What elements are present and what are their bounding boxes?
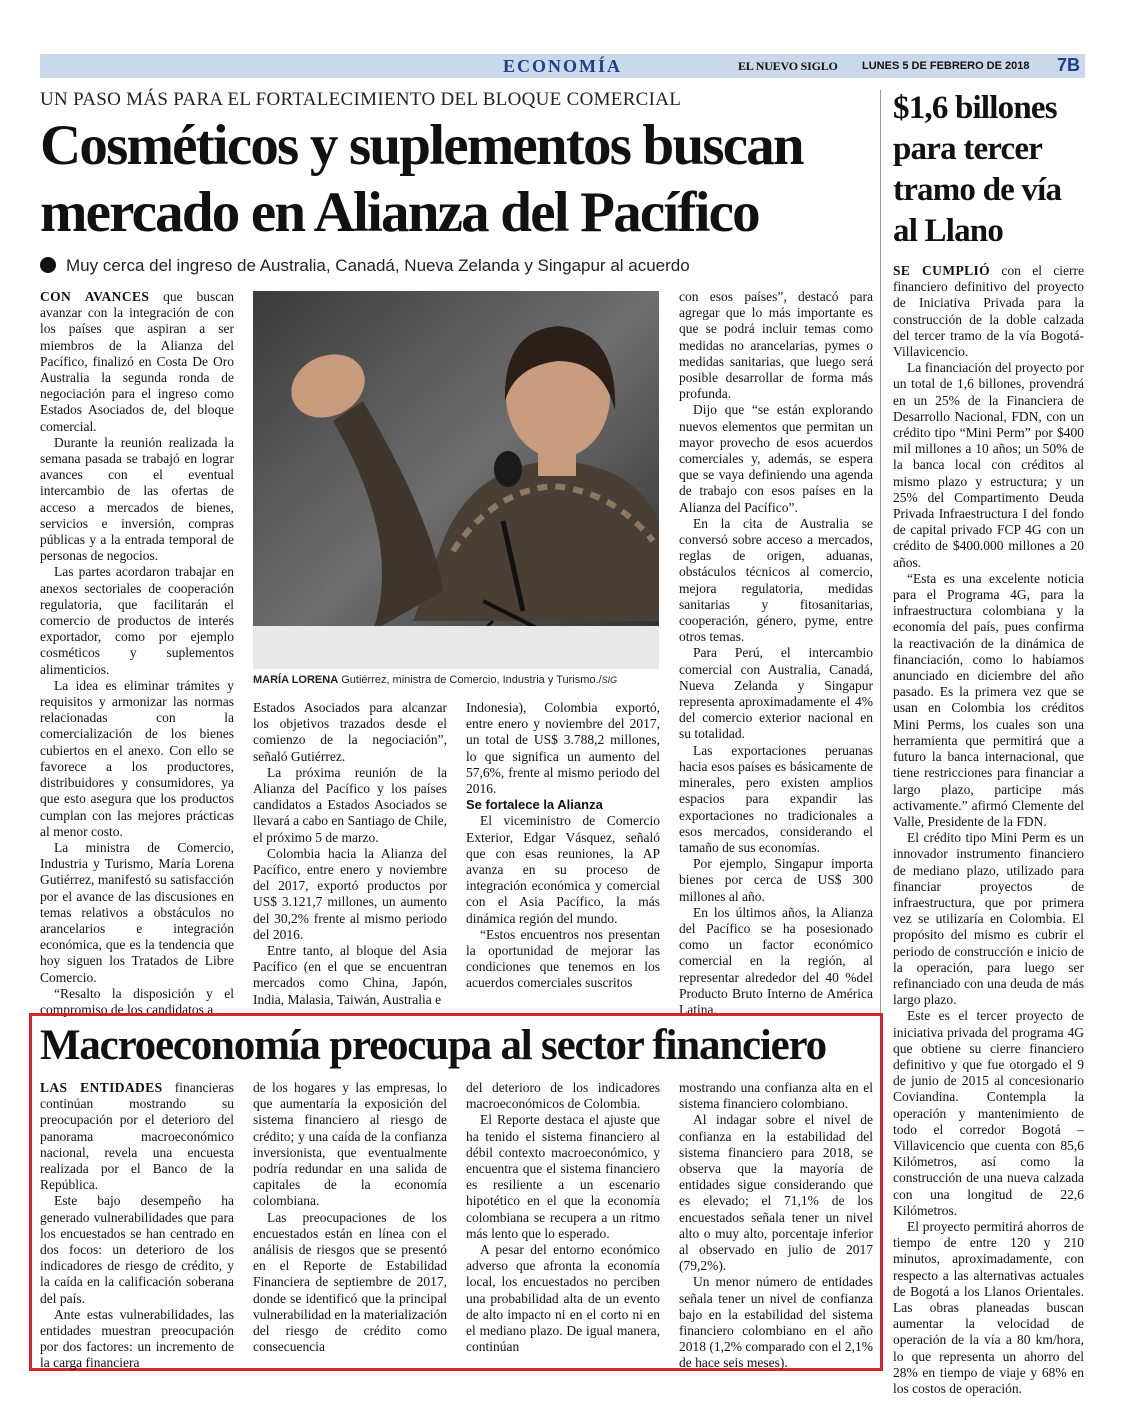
box-column-4 [679,1080,873,1372]
photo-credit: SIG [601,675,618,685]
paragraph: Las exportaciones peruanas hacia esos países es básicamente de minerales, pero existen amplios espacios para expandir las exportaciones no tradicionales a esos mercados, considerando el tamaño de sus economías. [679,742,873,855]
article-deck [40,256,690,276]
paragraph: “Esta es una excelente noticia para el Programa 4G, para la infraestructura colombiana y la economía del país, pues confirma la reactivación de la dinámica de financiación, como lo habíamos anunciado en diciembre del año pasado. Es la primera vez que se usan en Colombia los créditos Mini Perms, los cuales son una herramienta que permitirá que a futuro la banca internacional, que tiene restricciones para financiar a largo plazo, participe más activamente.” afirmó Clemente del Valle, Presidente de la FDN. [893,570,1084,829]
paragraph: La ministra de Comercio, Industria y Turismo, María Lorena Gutiérrez, manifestó su satisfacción por el avance de las discusiones en temas relativos a obstáculos no arancelarios e integración económica, que es la tendencia que hoy siguen los Tratados de Libre Comercio. [40,839,234,985]
article-column-3 [466,700,660,992]
article-kicker: UN PASO MÁS PARA EL FORTALECIMIENTO DEL BLOQUE COMERCIAL [40,89,682,110]
paragraph: El proyecto permitirá ahorros de tiempo de entre 120 y 210 minutos, aproximadamente, con respecto a las alternativas actuales de Bogotá a los Llanos Orientales. Las obras planeadas buscan aumentar la velocidad de operación de la vía a 80 km/hora, lo que representa un ahorro del 28% en tiempo de viaje y 68% en los costos de operación. [893,1218,1084,1397]
paragraph: Colombia hacia la Alianza del Pacífico, entre enero y noviembre del 2017, exportó productos por US$ 3.121,7 millones, un aumento del 30,2% frente al mismo periodo del 2016. [253,845,447,942]
paragraph: Al indagar sobre el nivel de confianza en la estabilidad del sistema financiero para 2018, se observa que la mayoría de entidades sigue considerando que es elevado; el 71,1% de los encuestados señala tener un nivel alto o muy alto, porcentaje inferior al observado en julio de 2017 (79,2%). [679,1112,873,1274]
box-column-3 [466,1080,660,1355]
paragraph: financieras continúan mostrando su preocupación por el deterioro del panorama macroeconómico nacional, revela una encuesta realizada por el Banco de la República. [40,1080,235,1193]
article-column-1 [40,289,234,1018]
lead-in: SE CUMPLIÓ [893,263,991,278]
section-name: ECONOMÍA [503,56,622,76]
publication-date: LUNES 5 DE FEBRERO DE 2018 [862,60,1030,72]
paragraph: El viceministro de Comercio Exterior, Edgar Vásquez, señaló que con esas reuniones, la AP avanza en su proceso de integración económica y comercial con el Asia Pacífico, la más dinámica región del mundo. [466,813,660,926]
bullet-icon [40,257,56,273]
paragraph: que buscan avanzar con la integración de con los países que aspiran a ser miembros de la Alianza del Pacífico, finalizó en Costa De Oro Australia la segunda ronda de negociación para el ingreso como Estados Asociados de, del bloque comercial. [40,289,234,434]
lead-in: LAS ENTIDADES [40,1080,163,1095]
paragraph: Entre tanto, al bloque del Asia Pacífico (en el que se encuentran mercados como China, Japón, India, Malasia, Taiwán, Australia e [253,943,447,1007]
article-photo [253,291,659,669]
paragraph: del deterioro de los indicadores macroeconómicos de Colombia. [466,1080,660,1112]
deck-text: Muy cerca del ingreso de Australia, Canadá, Nueva Zelanda y Singapur al acuerdo [66,256,690,275]
paragraph: de los hogares y las empresas, lo que aumentaría la exposición del sistema financiero al riesgo de crédito; y una caída de la confianza inversionista, que eventualmente podría redundar en una salida de capitales de la economía colombiana. [253,1080,447,1209]
paragraph: Para Perú, el intercambio comercial con Australia, Canadá, Nueva Zelanda y Singapur representa aproximadamente el 4% del comercio exterior nacional en su totalidad. [679,645,873,742]
box-column-1 [40,1080,234,1372]
paragraph: con el cierre financiero definitivo del proyecto de Iniciativa Privada para la construcción de la doble calzada del tercer tramo de la vía Bogotá-Villavicencio. [893,263,1085,360]
article-column-2 [253,700,447,1008]
newspaper-name: EL NUEVO SIGLO [738,59,838,73]
paragraph: con esos países”, destacó para agregar que lo más importante es que se podrá incluir temas como medidas no arancelarias, pymes o medidas sanitarias, que luego será posible desarrollar de forma más profunda. [679,289,873,402]
box-column-2 [253,1080,447,1355]
paragraph: Este bajo desempeño ha generado vulnerabilidades que para los encuestados se han centrado en dos focos: un deterioro de los indicadores de riesgo de crédito, y la caída en la calificación soberana del país. [40,1193,234,1306]
article-subhead: Se fortalece la Alianza [466,797,603,813]
paragraph: Las partes acordaron trabajar en anexos sectoriales de cooperación regulatoria, que facilitarán el comercio de productos de interés exportador, como por ejemplo cosméticos y suplementos alimenticios. [40,564,234,677]
paragraph: La próxima reunión de la Alianza del Pacífico y los países candidatos a Estados Asociados se llevará a cabo en Santiago de Chile, el próximo 5 de marzo. [253,764,447,845]
sidebar-column [893,263,1084,1397]
paragraph: En la cita de Australia se conversó sobre acceso a mercados, reglas de origen, aduanas, obstáculos técnicos al comercio, mejora regulatoria, medidas sanitarias y fitosanitarias, cooperación, género, pyme, entre otros temas. [679,515,873,645]
paragraph: La idea es eliminar trámites y requisitos y armonizar las normas relacionadas con la comercialización de los bienes cubiertos en el anexo. Con ello se favorece a los productores, distribuidores y consumidores, ya que esto asegura que los productos cumplan con las mejores prácticas al menor costo. [40,677,234,839]
paragraph: Por ejemplo, Singapur importa bienes por cerca de US$ 300 millones al año. [679,856,873,904]
paragraph: “Resalto la disposición y el compromiso de los candidatos a [40,985,234,1017]
paragraph: Las preocupaciones de los encuestados están en línea con el análisis de riesgos que se presentó en el Reporte de Estabilidad Financiera de septiembre de 2017, donde se identificó que la principal vulnerabilidad en la materialización del riesgo de crédito como consecuencia [253,1209,447,1355]
paragraph: Un menor número de entidades señala tener un nivel de confianza bajo en la estabilidad del sistema financiero colombiano en el año 2018 (1,2% comparado con el 2,1% de hace seis meses). [679,1274,873,1371]
paragraph: Estados Asociados para alcanzar los objetivos trazados desde el comienzo de la negociación”, señaló Gutiérrez. [253,700,447,764]
photo-caption [253,674,659,686]
article-headline: Cosméticos y suplementos buscan mercado en Alianza del Pacífico [40,114,803,244]
sidebar-headline: $1,6 billones para tercer tramo de vía al Llano [893,90,1062,249]
paragraph: La financiación del proyecto por un total de 1,6 billones, provendrá en un 25% de la Financiera de Desarrollo Nacional, FDN, con un crédito tipo “Mini Perm” por $400 mil millones a 10 años; un 50% de la banca local con créditos al mismo plazo y estructura; y un 25% del Compartimento Deuda Privada Infraestructura I del fondo de capital privado FCP 4G con un crédito de $400.000 millones a 20 años. [893,360,1084,570]
paragraph: Ante estas vulnerabilidades, las entidades muestran preocupación por dos factores: un incremento de la carga financiera [40,1306,234,1371]
paragraph: Este es el tercer proyecto de iniciativa privada del programa 4G que obtiene su cierre financiero definitivo y que fue otorgado el 9 de junio de 2015 al concesionario Coviandina. Contempla la operación y mantenimiento de todo el corredor Bogotá – Villavicencio que cuenta con 85,6 Kilómetros, así como la construcción de una nueva calzada con una longitud de 22,6 Kilómetros. [893,1008,1084,1218]
paragraph: Indonesia), Colombia exportó, entre enero y noviembre del 2017, un total de US$ 3.788,2 millones, lo que significa un aumento del 57,6%, frente al mismo periodo del 2016. [466,700,660,797]
paragraph: El Reporte destaca el ajuste que ha tenido el sistema financiero al débil contexto macroeconómico, y encuentra que el sistema financiero es resiliente a un escenario hipotético en el que la economía colombiana se recupera a un ritmo más lento que lo esperado. [466,1112,660,1241]
article-column-4 [679,289,873,1018]
caption-text: Gutiérrez, ministra de Comercio, Industria y Turismo./ [338,674,602,686]
page-number: 7B [1057,55,1081,75]
caption-name: MARÍA LORENA [253,674,339,686]
paragraph: A pesar del entorno económico adverso que afronta la economía local, los encuestados no perciben una probabilidad alta de un evento de alto impacto ni en el corto ni en el mediano plazo. De igual manera, continúan [466,1242,660,1355]
box-headline: Macroeconomía preocupa al sector financiero [40,1022,826,1069]
paragraph: mostrando una confianza alta en el sistema financiero colombiano. [679,1080,873,1112]
lead-in: CON AVANCES [40,289,150,304]
paragraph: Dijo que “se están explorando nuevos elementos que permitan un mayor provecho de esos acuerdos comerciales y, además, se espera que se vaya definiendo una agenda de trabajo con esos países en la Alianza del Pacífico”. [679,402,873,515]
paragraph: Durante la reunión realizada la semana pasada se trabajó en lograr avances con el eventual intercambio de las ofertas de acceso a mercados de bienes, servicios e inversión, compras públicas y a la entrada temporal de personas de negocios. [40,434,234,564]
paragraph: El crédito tipo Mini Perm es un innovador instrumento financiero de mediano plazo, utilizado para financiar proyectos de infraestructura, que por primera vez se utilizaría en Colombia. El propósito del mismo es cubrir el periodo de construcción e inicio de la operación, para luego ser refinanciado con una deuda de más largo plazo. [893,830,1084,1008]
paragraph: “Estos encuentros nos presentan la oportunidad de mejorar las condiciones que tenemos en los acuerdos comerciales suscritos [466,926,660,991]
paragraph: En los últimos años, la Alianza del Pacífico se ha posesionado como un factor económico comercial en la región, al representar alrededor del 40 %del Producto Bruto Interno de América Latina. [679,904,873,1017]
